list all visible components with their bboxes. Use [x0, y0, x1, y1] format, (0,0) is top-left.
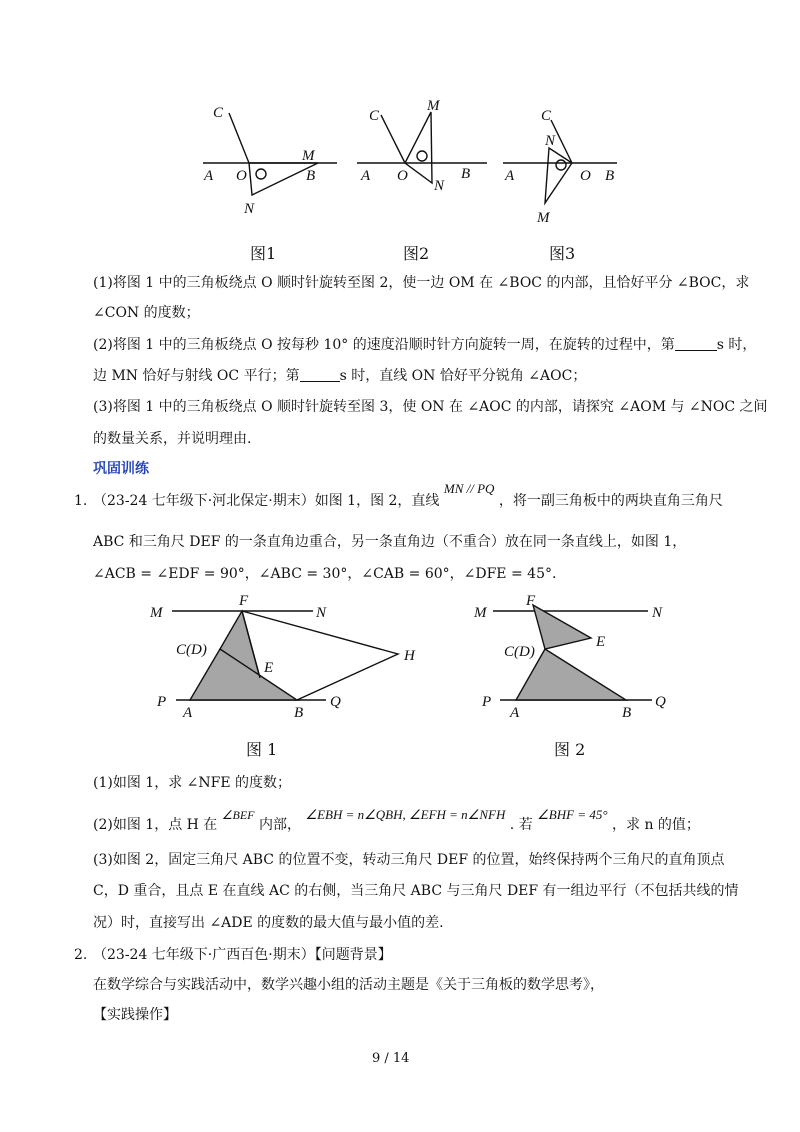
p1f1-label-m: M — [150, 605, 163, 621]
p1f1-label-h: H — [404, 648, 415, 664]
fig2-triangle — [405, 112, 432, 183]
problem-a-q2-text1: (2)将图 1 中的三角板绕点 O 按每秒 10° 的速度沿顺时针方向旋转一周，在旋转的过程中，第 — [93, 337, 675, 353]
problem1-q2-math2: ∠EBH = n∠QBH, ∠EFH = n∠NFH — [305, 807, 506, 822]
fig1-label-o: O — [236, 168, 247, 184]
problem1-line1-b: ，将一副三角板中的两块直角三角尺 — [498, 493, 723, 509]
p1f1-label-cd: C(D) — [176, 642, 207, 658]
fig2-ray-oc — [381, 115, 405, 163]
problem1-q2-c: . 若 — [509, 817, 533, 833]
problem1-figures — [0, 590, 800, 720]
problem1-line1 — [93, 481, 723, 511]
fig3-label-c: C — [541, 108, 552, 124]
caption-fig1: 图1 — [250, 244, 277, 263]
p1f2-label-cd: C(D) — [504, 644, 535, 660]
fig2-label-o: O — [397, 168, 408, 184]
problem2-line3: 【实践操作】 — [93, 1007, 177, 1023]
p1f2-label-n: N — [652, 605, 663, 621]
p1f1-label-q: Q — [330, 694, 341, 710]
top-figures — [0, 90, 800, 270]
p1f2-label-e: E — [596, 634, 606, 650]
problem2-number: 2. — [74, 947, 88, 963]
problem-a-q2-line1 — [93, 335, 756, 355]
problem1-q3-line2: C，D 重合，且点 E 在直线 AC 的右侧，当三角尺 ABC 与三角尺 DEF 有一组边平行（不包括共线的情 — [93, 883, 739, 899]
problem1-q3-line3: 况）时，直接写出 ∠ADE 的度数的最大值与最小值的差. — [93, 915, 444, 931]
problem1-q1: (1)如图 1，求 ∠NFE 的度数； — [93, 775, 292, 791]
problem-a-q3-line1: (3)将图 1 中的三角板绕点 O 顺时针旋转至图 3，使 ON 在 ∠AOC 的内部，请探究 ∠AOM 与 ∠NOC 之间 — [93, 399, 768, 415]
fig1-circle — [256, 169, 266, 179]
problem1-line1-math: MN // PQ — [443, 481, 495, 496]
answer-blank-1[interactable] — [675, 336, 717, 351]
fig3-label-n: N — [545, 133, 556, 149]
problem-a-q3-line2: 的数量关系，并说明理由. — [93, 431, 252, 447]
problem1-q2 — [93, 807, 700, 835]
fig2-label-m: M — [427, 98, 440, 114]
fig1-label-a: A — [204, 168, 214, 184]
answer-blank-2[interactable] — [300, 367, 340, 382]
problem-a-q1-line2: ∠CON 的度数； — [93, 305, 200, 321]
p1-caption-fig1: 图 1 — [246, 740, 278, 759]
p1f2-label-f: F — [526, 593, 536, 609]
problem1-q2-math3: ∠BHF = 45° — [537, 807, 608, 822]
fig1-label-n: N — [244, 201, 255, 217]
p1f1-label-p: P — [157, 694, 167, 710]
fig3-label-b: B — [605, 168, 615, 184]
problem1-q2-b: 内部， — [258, 817, 301, 833]
fig3-circle — [556, 160, 566, 170]
problem1-q2-d: ，求 n 的值； — [612, 817, 700, 833]
section-heading: 巩固训练 — [93, 461, 149, 477]
problem1-q2-math1: ∠BEF — [221, 808, 255, 822]
fig1-label-b: B — [306, 168, 316, 184]
fig3-label-m: M — [537, 210, 550, 226]
fig3-label-a: A — [505, 168, 515, 184]
fig1-label-c: C — [213, 105, 224, 121]
fig1-label-m: M — [302, 148, 315, 164]
problem2-line1: （23-24 七年级下·广西百色·期末）【问题背景】 — [93, 947, 392, 963]
problem1-number: 1. — [74, 493, 88, 509]
fig2-label-c: C — [369, 108, 380, 124]
problem-a-q2-text2: s 时， — [716, 337, 757, 353]
p1f2-label-b: B — [622, 705, 632, 720]
fig2-label-b: B — [461, 166, 471, 182]
p1-caption-fig2: 图 2 — [554, 740, 586, 759]
problem-a-q2-text3: 边 MN 恰好与射线 OC 平行；第 — [93, 368, 300, 384]
problem-a-q1-line1: (1)将图 1 中的三角板绕点 O 顺时针旋转至图 2，使一边 OM 在 ∠BOC 的内部，且恰好平分 ∠BOC，求 — [93, 275, 750, 291]
p1f2-label-p: P — [482, 694, 492, 710]
p1f1-label-n: N — [316, 605, 327, 621]
page-number: 9 / 14 — [372, 1051, 410, 1066]
fig1-ray-oc — [229, 113, 249, 163]
problem1-line3: ∠ACB = ∠EDF = 90°，∠ABC = 30°，∠CAB = 60°，∠DFE = 45°. — [93, 566, 557, 582]
p1f1-label-a: A — [183, 705, 193, 720]
p1f2-label-a: A — [510, 705, 520, 720]
problem1-q3-line1: (3)如图 2，固定三角尺 ABC 的位置不变，转动三角尺 DEF 的位置，始终保持两个三角尺的直角顶点 — [93, 852, 725, 868]
problem1-line2: ABC 和三角尺 DEF 的一条直角边重合，另一条直角边（不重合）放在同一条直线上，如图 1， — [93, 534, 687, 550]
problem1-q2-a: (2)如图 1，点 H 在 — [93, 817, 218, 833]
p1f2-label-q: Q — [655, 694, 666, 710]
problem-a-q2-line2 — [93, 366, 586, 386]
caption-fig2: 图2 — [403, 244, 430, 263]
problem2-line2: 在数学综合与实践活动中，数学兴趣小组的活动主题是《关于三角板的数学思考》， — [93, 977, 604, 993]
caption-fig3: 图3 — [549, 244, 576, 263]
fig2-label-a: A — [361, 168, 371, 184]
problem-a-q2-text4: s 时，直线 ON 恰好平分锐角 ∠AOC； — [339, 368, 587, 384]
p1f2-label-m: M — [474, 605, 487, 621]
fig2-circle — [417, 151, 427, 161]
p1f1-label-e: E — [264, 660, 274, 676]
p1f1-label-b: B — [294, 705, 304, 720]
fig3-label-o: O — [580, 168, 591, 184]
fig2-label-n: N — [434, 178, 445, 194]
problem1-line1-a: （23-24 七年级下·河北保定·期末）如图 1，图 2，直线 — [93, 493, 440, 509]
p1f1-label-f: F — [239, 593, 249, 609]
